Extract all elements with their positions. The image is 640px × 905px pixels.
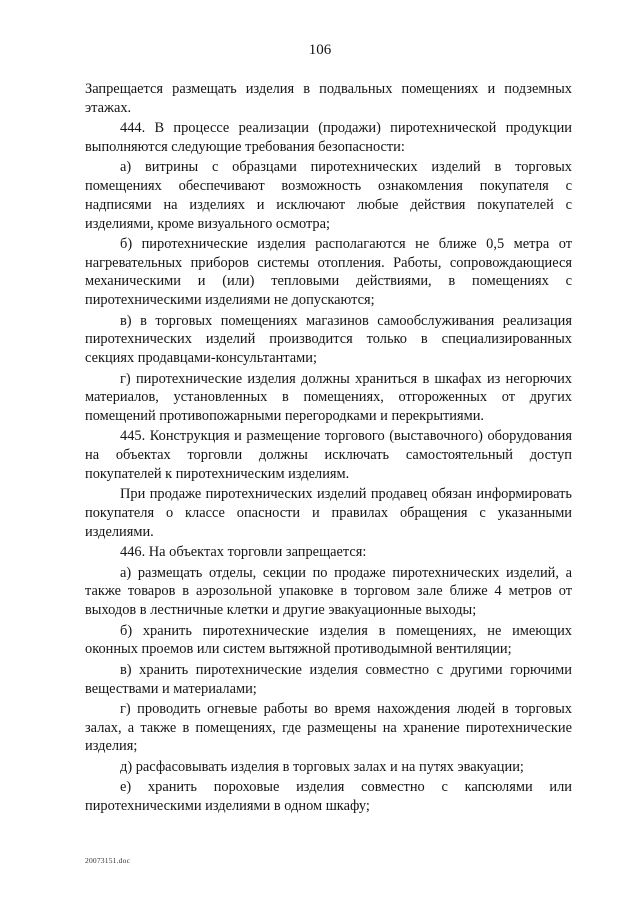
- paragraph-prohibition-basements: Запрещается размещать изделия в подвальных помещениях и подземных этажах.: [85, 81, 572, 116]
- paragraph-444-a: а) витрины с образцами пиротехнических изделий в торговых помещениях обеспечивают возможность ознакомления покупателя с надписями на изделиях и исключают любые действия покупателей с изделиями, кроме визуального осмотра;: [85, 159, 572, 232]
- paragraph-446-g: г) проводить огневые работы во время нахождения людей в торговых залах, а также в помещениях, где размещены на хранение пиротехнические изделия;: [85, 701, 572, 755]
- file-name-footer: 20073151.doc: [85, 856, 131, 865]
- paragraph-444-g: г) пиротехнические изделия должны храниться в шкафах из негорючих материалов, установленных в помещениях, отгороженных от других помещений противопожарными перегородками и перекрытиями.: [85, 370, 572, 424]
- paragraph-446-v: в) хранить пиротехнические изделия совместно с другими горючими веществами и материалами;: [85, 661, 572, 697]
- page-number: 106: [308, 42, 332, 58]
- paragraph-445: 445. Конструкция и размещение торгового (выставочного) оборудования на объектах торговли должны исключать самостоятельный доступ покупателей к пиротехническим изделиям.: [85, 428, 572, 482]
- paragraph-446: 446. На объектах торговли запрещается:: [120, 544, 367, 561]
- paragraph-444: 444. В процессе реализации (продажи) пиротехнической продукции выполняются следующие требования безопасности:: [85, 120, 572, 155]
- paragraph-446-b: б) хранить пиротехнические изделия в помещениях, не имеющих оконных проемов или систем вытяжной противодымной вентиляции;: [85, 622, 572, 658]
- document-body: [85, 80, 572, 818]
- paragraph-446-d: д) расфасовывать изделия в торговых залах и на путях эвакуации;: [120, 758, 524, 775]
- paragraph-446-a: а) размещать отделы, секции по продаже пиротехнических изделий, а также товаров в аэрозольной упаковке в торговом зале ближе 4 метров от выходов в лестничные клетки и другие эвакуационные выходы;: [85, 564, 572, 619]
- paragraph-445-seller-duty: При продаже пиротехнических изделий продавец обязан информировать покупателя о классе опасности и правилах обращения с указанными изделиями.: [85, 486, 572, 540]
- paragraph-446-e: е) хранить пороховые изделия совместно с капсюлями или пиротехническими изделиями в одном шкафу;: [85, 779, 572, 815]
- paragraph-444-v: в) в торговых помещениях магазинов самообслуживания реализация пиротехнических изделий производится только в специализированных секциях продавцами-консультантами;: [85, 312, 572, 367]
- paragraph-444-b: б) пиротехнические изделия располагаются не ближе 0,5 метра от нагревательных приборов системы отопления. Работы, сопровождающиеся механическими и (или) тепловыми действиями, в помещениях с пиротехническими изделиями не допускаются;: [85, 236, 572, 309]
